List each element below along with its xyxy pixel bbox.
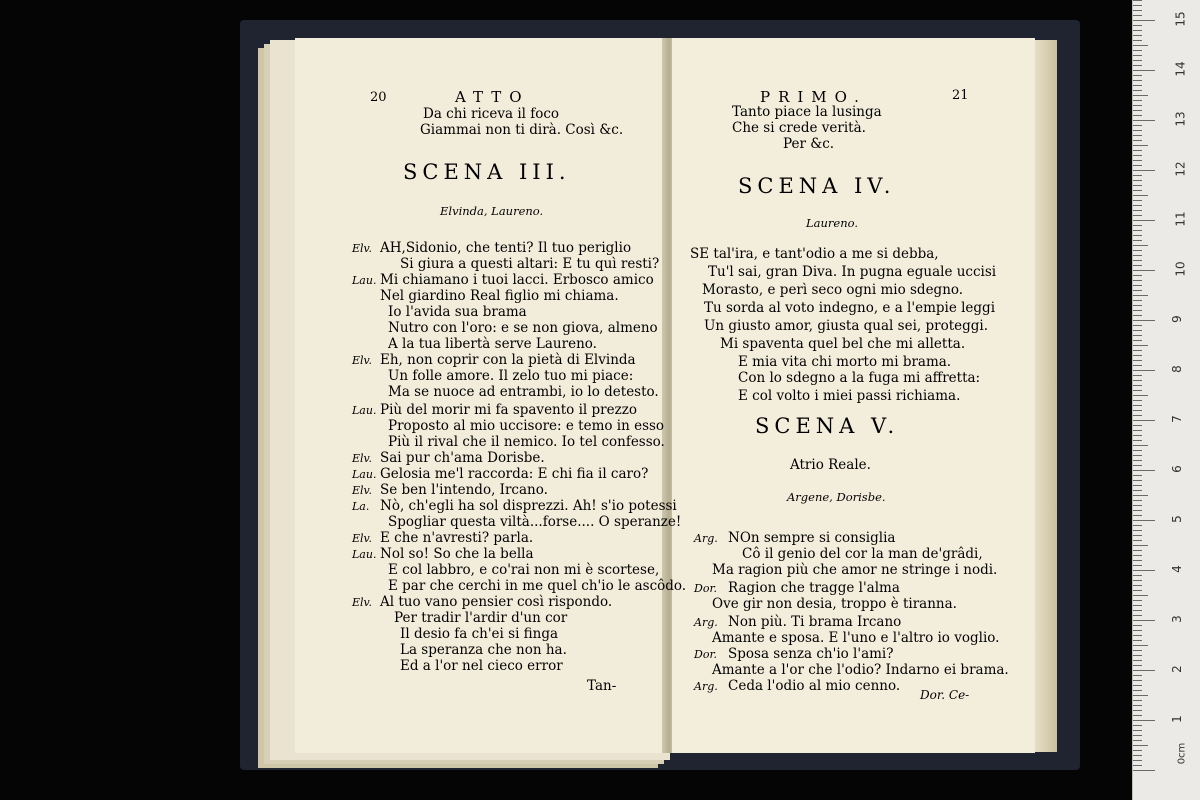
dialogue-line: Ma ragion più che amor ne stringe i nodi. [712,562,998,578]
dialogue-line: Non più. Ti brama Ircano [728,614,902,630]
dialogue-line: La speranza che non ha. [400,642,567,658]
ruler-tick [1133,450,1142,451]
ruler-tick [1133,140,1142,141]
dialogue-line: Nutro con l'oro: e se non giova, almeno [388,320,658,336]
scene-title: SCENA IV. [738,174,896,198]
ruler-tick [1133,335,1142,336]
dialogue-line: Sai pur ch'ama Dorisbe. [380,450,545,466]
ruler-tick [1133,595,1148,596]
ruler-tick [1133,235,1142,236]
dialogue-line: Un folle amore. Il zelo tuo mi piace: [388,368,634,384]
ruler-tick [1133,100,1142,101]
ruler-tick [1133,115,1142,116]
ruler-tick [1133,695,1148,696]
ruler-tick [1133,575,1142,576]
ruler-tick [1133,80,1142,81]
ruler-tick [1133,155,1142,156]
ruler-number: 13 [1173,111,1188,127]
ruler-tick [1133,260,1142,261]
ruler-tick [1133,590,1142,591]
text-line: Giammai non ti dirà. Così &c. [420,122,624,138]
ruler-tick [1133,305,1142,306]
right-running-header: PRIMO. [760,88,867,106]
ruler-tick [1133,770,1155,771]
dialogue-line: Se ben l'intendo, Ircano. [380,482,548,498]
speaker-label: Elv. [352,596,372,609]
ruler-tick [1133,600,1142,601]
text-line: Che si crede verità. [732,120,866,136]
ruler-tick [1133,370,1155,371]
ruler-tick [1133,325,1142,326]
dialogue-line: Ma se nuoce ad entrambi, io lo detesto. [388,384,659,400]
ruler-tick [1133,545,1148,546]
ruler-tick [1133,120,1155,121]
ruler-number: 12 [1173,161,1188,177]
ruler-tick [1133,565,1142,566]
ruler-tick [1133,105,1142,106]
text-line: Da chi riceva il foco [423,106,560,122]
ruler-tick [1133,645,1148,646]
ruler-tick [1133,755,1142,756]
dialogue-line: Ed a l'or nel cieco error [400,658,563,674]
dialogue-line: E par che cerchi in me quel ch'io le ascôdo. [388,578,687,594]
speaker-label: Elv. [352,242,372,255]
ruler-unit: 0cm [1176,742,1188,765]
dialogue-line: Amante a l'or che l'odio? Indarno ei brama. [712,662,1009,678]
ruler-tick [1133,475,1142,476]
ruler-tick [1133,655,1142,656]
ruler-tick [1133,330,1142,331]
ruler-tick [1133,110,1142,111]
ruler-tick [1133,570,1155,571]
ruler-tick [1133,685,1142,686]
left-page-number: 20 [370,90,387,105]
ruler-tick [1133,675,1142,676]
scene-characters: Argene, Dorisbe. [787,490,886,504]
ruler-tick [1133,215,1142,216]
dialogue-line: Nel giardino Real figlio mi chiama. [380,288,619,304]
dialogue-line: Spogliar questa viltà...forse.... O speranze! [388,514,682,530]
left-running-header: ATTO [455,88,530,106]
ruler-tick [1133,95,1148,96]
ruler-tick [1133,650,1142,651]
ruler-number: 14 [1173,61,1188,77]
ruler-tick [1133,130,1142,131]
ruler-tick [1133,15,1142,16]
ruler-tick [1133,520,1155,521]
ruler-tick [1133,250,1142,251]
measurement-ruler [1132,0,1200,800]
dialogue-line: Nò, ch'egli ha sol disprezzi. Ah! s'io potessi [380,498,677,514]
ruler-tick [1133,540,1142,541]
ruler-tick [1133,200,1142,201]
ruler-tick [1133,485,1142,486]
speaker-label: Dor. [694,648,717,661]
ruler-tick [1133,180,1142,181]
scene-title: SCENA III. [403,160,571,184]
dialogue-line: NOn sempre si consiglia [728,530,896,546]
ruler-tick [1133,405,1142,406]
speaker-label: Arg. [694,616,718,629]
ruler-tick [1133,160,1142,161]
ruler-tick [1133,620,1155,621]
ruler-tick [1133,20,1155,21]
text-line: Tanto piace la lusinga [732,104,882,120]
speaker-label: Elv. [352,484,372,497]
ruler-tick [1133,415,1142,416]
ruler-tick [1133,435,1142,436]
ruler-tick [1133,340,1142,341]
dialogue-line: A la tua libertà serve Laureno. [388,336,597,352]
scene-characters: Laureno. [806,216,858,230]
ruler-tick [1133,195,1148,196]
ruler-tick [1133,375,1142,376]
ruler-tick [1133,465,1142,466]
ruler-tick [1133,380,1142,381]
right-page-number: 21 [952,88,969,103]
ruler-tick [1133,700,1142,701]
ruler-tick [1133,525,1142,526]
page-stack-edge-right [1035,40,1057,752]
ruler-tick [1133,85,1142,86]
ruler-tick [1133,765,1142,766]
dialogue-line: Amante e sposa. E l'uno e l'altro io voglio. [712,630,1000,646]
ruler-tick [1133,270,1155,271]
ruler-tick [1133,725,1142,726]
ruler-tick [1133,390,1142,391]
ruler-tick [1133,635,1142,636]
ruler-tick [1133,220,1155,221]
ruler-tick [1133,10,1142,11]
ruler-number: 11 [1173,211,1188,227]
ruler-tick [1133,505,1142,506]
catchword: Tan- [587,678,617,694]
dialogue-line: Il desio fa ch'ei si finga [400,626,559,642]
ruler-tick [1133,205,1142,206]
ruler-tick [1133,5,1142,6]
ruler-tick [1133,445,1148,446]
scene4-line: E mia vita chi morto mi brama. [738,354,952,370]
dialogue-line: Nol so! So che la bella [380,546,534,562]
ruler-tick [1133,720,1155,721]
ruler-number: 10 [1173,261,1188,277]
ruler-tick [1133,230,1142,231]
ruler-tick [1133,50,1142,51]
ruler-tick [1133,410,1142,411]
dialogue-line: Al tuo vano pensier così rispondo. [380,594,613,610]
dialogue-line: Io l'avida sua brama [388,304,527,320]
scene4-line: Un giusto amor, giusta qual sei, proteggi. [704,318,989,334]
ruler-tick [1133,735,1142,736]
ruler-number: 6 [1169,465,1184,473]
scene-title: SCENA V. [755,414,900,438]
ruler-tick [1133,355,1142,356]
ruler-tick [1133,750,1142,751]
dialogue-line: Per tradir l'ardir d'un cor [394,610,568,626]
ruler-tick [1133,550,1142,551]
ruler-tick [1133,425,1142,426]
speaker-label: Arg. [694,680,718,693]
ruler-tick [1133,315,1142,316]
dialogue-line: Più del morir mi fa spavento il prezzo [380,402,637,418]
catchword: Dor. Ce- [920,688,970,702]
speaker-label: Dor. [694,582,717,595]
ruler-tick [1133,240,1142,241]
ruler-tick [1133,460,1142,461]
dialogue-line: Gelosia me'l raccorda: E chi fia il caro? [380,466,649,482]
ruler-tick [1133,515,1142,516]
ruler-number: 2 [1169,665,1184,673]
ruler-tick [1133,35,1142,36]
speaker-label: Lau. [352,404,377,417]
dialogue-line: Ceda l'odio al mio cenno. [728,678,901,694]
ruler-tick [1133,665,1142,666]
dialogue-line: Cô il genio del cor la man de'grâdi, [742,546,983,562]
ruler-number: 8 [1169,365,1184,373]
ruler-tick [1133,30,1142,31]
text-line: Per &c. [783,136,835,152]
ruler-tick [1133,320,1155,321]
ruler-tick [1133,580,1142,581]
scene4-line: Tu'l sai, gran Diva. In pugna eguale uccisi [708,264,997,280]
ruler-number: 15 [1173,11,1188,27]
speaker-label: Elv. [352,354,372,367]
scene4-line: E col volto i miei passi richiama. [738,388,961,404]
ruler-tick [1133,0,1142,1]
ruler-tick [1133,55,1142,56]
ruler-tick [1133,490,1142,491]
dialogue-line: Più il rival che il nemico. Io tel confesso. [388,434,665,450]
scene4-line: Morasto, e perì seco ogni mio sdegno. [702,282,964,298]
speaker-label: Elv. [352,452,372,465]
dialogue-line: AH,Sidonio, che tenti? Il tuo periglio [380,240,632,256]
ruler-tick [1133,555,1142,556]
ruler-tick [1133,585,1142,586]
ruler-tick [1133,510,1142,511]
ruler-tick [1133,210,1142,211]
scene4-line: Con lo sdegno a la fuga mi affretta: [738,370,981,386]
ruler-tick [1133,740,1142,741]
ruler-number: 7 [1169,415,1184,423]
ruler-tick [1133,640,1142,641]
ruler-tick [1133,660,1142,661]
ruler-tick [1133,480,1142,481]
ruler-tick [1133,275,1142,276]
speaker-label: Elv. [352,532,372,545]
speaker-label: La. [352,500,370,513]
ruler-tick [1133,420,1155,421]
dialogue-line: Eh, non coprir con la pietà di Elvinda [380,352,636,368]
ruler-tick [1133,170,1155,171]
dialogue-line: Ove gir non desia, troppo è tiranna. [712,596,957,612]
ruler-tick [1133,135,1142,136]
ruler-tick [1133,455,1142,456]
speaker-label: Lau. [352,468,377,481]
ruler-number: 9 [1169,315,1184,323]
ruler-tick [1133,75,1142,76]
ruler-tick [1133,225,1142,226]
dialogue-line: E col labbro, e co'rai non mi è scortese, [388,562,660,578]
ruler-tick [1133,670,1155,671]
ruler-tick [1133,185,1142,186]
ruler-tick [1133,430,1142,431]
ruler-tick [1133,290,1142,291]
speaker-label: Arg. [694,532,718,545]
speaker-label: Lau. [352,274,377,287]
ruler-tick [1133,175,1142,176]
ruler-tick [1133,715,1142,716]
ruler-tick [1133,610,1142,611]
scene-characters: Elvinda, Laureno. [440,204,544,218]
dialogue-line: Si giura a questi altari: E tu quì resti? [400,256,660,272]
ruler-tick [1133,125,1142,126]
ruler-tick [1133,495,1148,496]
scene-setting: Atrio Reale. [790,457,871,473]
ruler-tick [1133,470,1155,471]
ruler-tick [1133,680,1142,681]
ruler-tick [1133,190,1142,191]
speaker-label: Lau. [352,548,377,561]
ruler-number: 4 [1169,565,1184,573]
ruler-tick [1133,285,1142,286]
ruler-tick [1133,560,1142,561]
ruler-tick [1133,365,1142,366]
ruler-tick [1133,350,1142,351]
ruler-tick [1133,710,1142,711]
ruler-tick [1133,760,1142,761]
scene4-line: SE tal'ira, e tant'odio a me si debba, [690,246,939,262]
ruler-tick [1133,70,1155,71]
ruler-tick [1133,625,1142,626]
ruler-tick [1133,90,1142,91]
ruler-tick [1133,245,1148,246]
ruler-tick [1133,745,1148,746]
ruler-tick [1133,345,1148,346]
ruler-tick [1133,300,1142,301]
ruler-number: 3 [1169,615,1184,623]
ruler-tick [1133,605,1142,606]
ruler-number: 5 [1169,515,1184,523]
ruler-number: 1 [1169,715,1184,723]
ruler-tick [1133,45,1148,46]
ruler-tick [1133,165,1142,166]
ruler-tick [1133,615,1142,616]
ruler-tick [1133,630,1142,631]
dialogue-line: Proposto al mio uccisore: e temo in esso [388,418,665,434]
ruler-tick [1133,295,1148,296]
dialogue-line: Ragion che tragge l'alma [728,580,900,596]
ruler-tick [1133,500,1142,501]
ruler-tick [1133,280,1142,281]
ruler-tick [1133,690,1142,691]
ruler-tick [1133,535,1142,536]
ruler-tick [1133,385,1142,386]
ruler-tick [1133,400,1142,401]
ruler-tick [1133,730,1142,731]
scene4-line: Tu sorda al voto indegno, e a l'empie leggi [704,300,996,316]
dialogue-line: Sposa senza ch'io l'ami? [728,646,894,662]
ruler-tick [1133,440,1142,441]
ruler-tick [1133,310,1142,311]
dialogue-line: Mi chiamano i tuoi lacci. Erbosco amico [380,272,654,288]
ruler-tick [1133,40,1142,41]
ruler-tick [1133,60,1142,61]
ruler-tick [1133,65,1142,66]
ruler-tick [1133,360,1142,361]
ruler-tick [1133,255,1142,256]
dialogue-line: E che n'avresti? parla. [380,530,534,546]
ruler-tick [1133,395,1148,396]
ruler-tick [1133,150,1142,151]
ruler-tick [1133,145,1148,146]
scene4-line: Mi spaventa quel bel che mi alletta. [720,336,966,352]
ruler-tick [1133,530,1142,531]
ruler-tick [1133,25,1142,26]
ruler-tick [1133,265,1142,266]
ruler-tick [1133,705,1142,706]
